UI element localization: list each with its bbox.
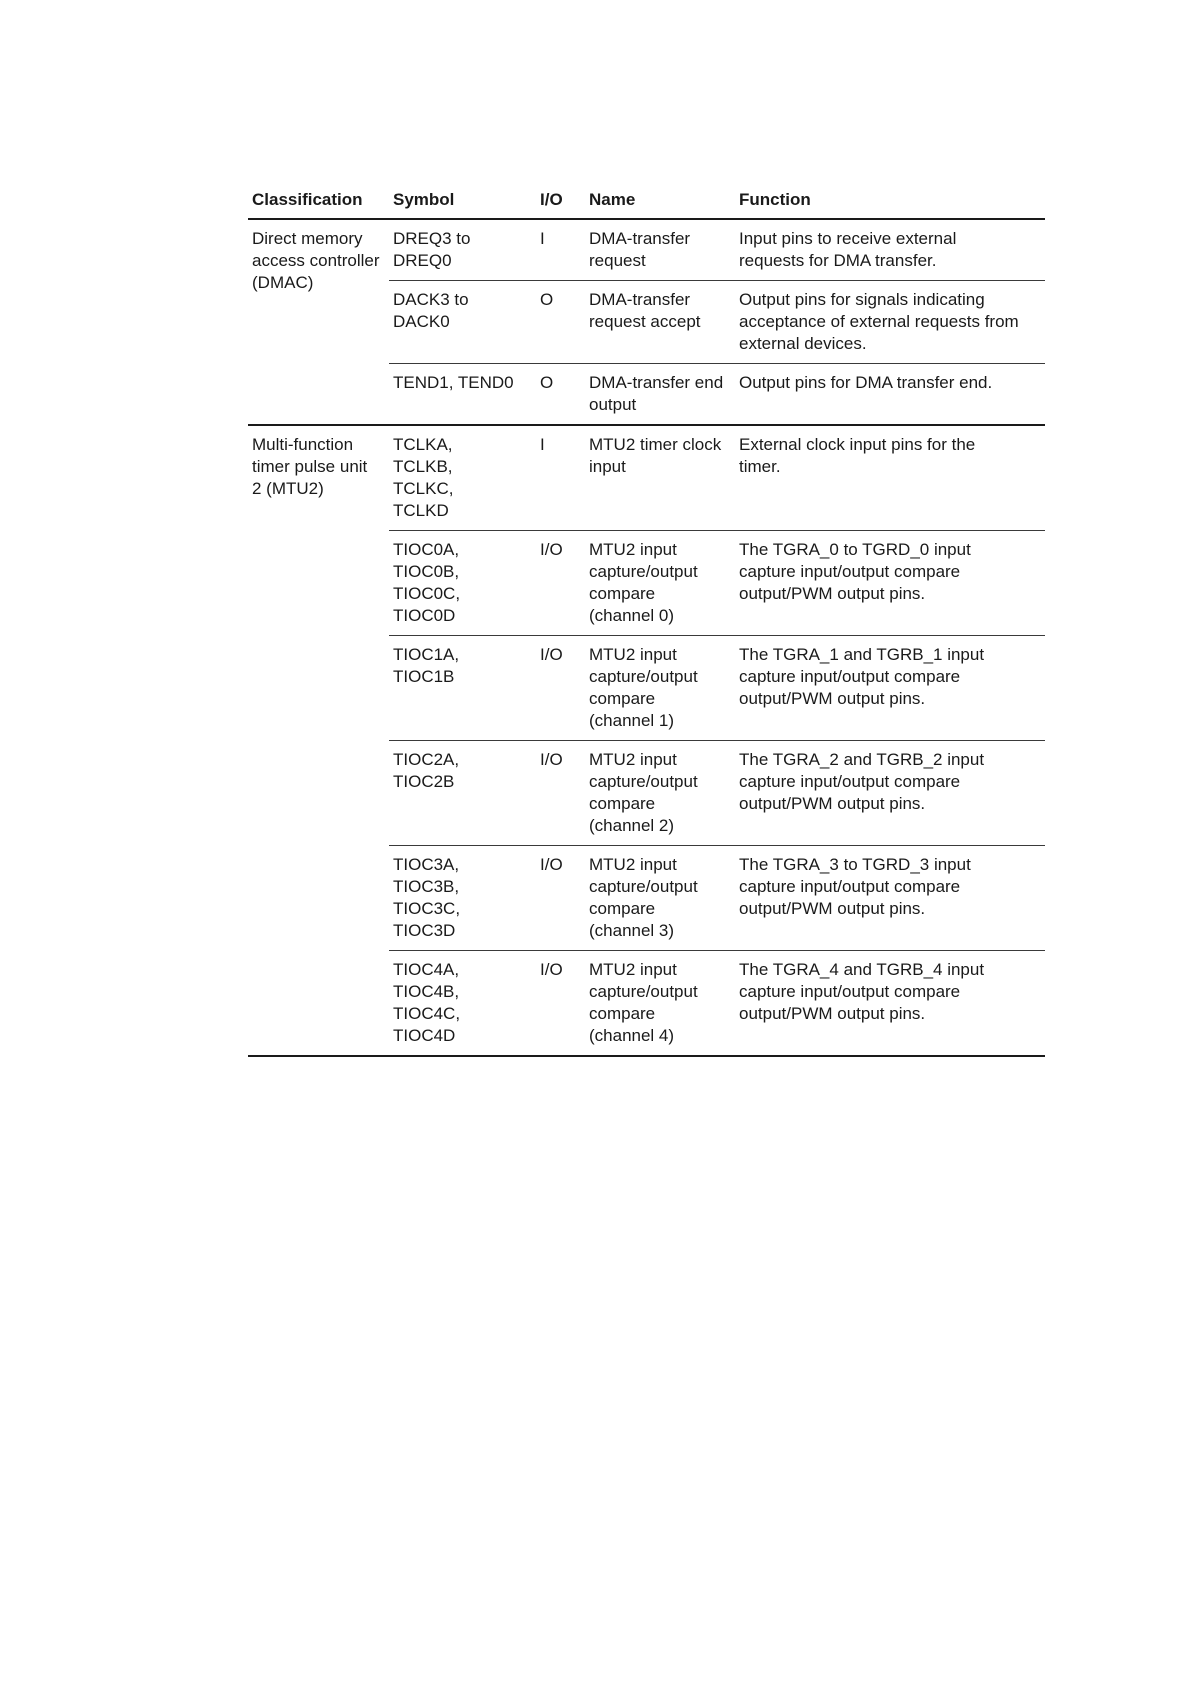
symbol-cell: TIOC4A, TIOC4B, TIOC4C, TIOC4D <box>389 951 536 1057</box>
io-cell: O <box>536 281 585 364</box>
name-cell: DMA-transfer end output <box>585 364 735 426</box>
header-function: Function <box>735 186 1045 219</box>
io-cell: O <box>536 364 585 426</box>
name-cell: DMA-transfer request accept <box>585 281 735 364</box>
function-cell: The TGRA_4 and TGRB_4 input capture input/output compare output/PWM output pins. <box>735 951 1045 1057</box>
symbol-cell: TIOC0A, TIOC0B, TIOC0C, TIOC0D <box>389 531 536 636</box>
io-cell: I/O <box>536 951 585 1057</box>
name-cell: MTU2 input capture/output compare (channel 0) <box>585 531 735 636</box>
name-cell: MTU2 timer clock input <box>585 425 735 531</box>
classification-cell: Multi-function timer pulse unit 2 (MTU2) <box>248 425 389 1056</box>
header-symbol: Symbol <box>389 186 536 219</box>
function-cell: The TGRA_2 and TGRB_2 input capture input/output compare output/PWM output pins. <box>735 741 1045 846</box>
symbol-cell: TIOC3A, TIOC3B, TIOC3C, TIOC3D <box>389 846 536 951</box>
function-cell: Output pins for DMA transfer end. <box>735 364 1045 426</box>
header-io: I/O <box>536 186 585 219</box>
pin-function-table <box>248 186 1045 1057</box>
symbol-cell: TIOC2A, TIOC2B <box>389 741 536 846</box>
io-cell: I/O <box>536 741 585 846</box>
io-cell: I <box>536 425 585 531</box>
name-cell: MTU2 input capture/output compare (channel 3) <box>585 846 735 951</box>
table-row <box>248 425 1045 531</box>
table-header <box>248 186 1045 219</box>
io-cell: I/O <box>536 636 585 741</box>
function-cell: The TGRA_1 and TGRB_1 input capture input/output compare output/PWM output pins. <box>735 636 1045 741</box>
function-cell: External clock input pins for the timer. <box>735 425 1045 531</box>
io-cell: I <box>536 219 585 281</box>
table-body <box>248 219 1045 1056</box>
name-cell: DMA-transfer request <box>585 219 735 281</box>
header-name: Name <box>585 186 735 219</box>
io-cell: I/O <box>536 531 585 636</box>
symbol-cell: TCLKA, TCLKB, TCLKC, TCLKD <box>389 425 536 531</box>
symbol-cell: DACK3 to DACK0 <box>389 281 536 364</box>
header-classification: Classification <box>248 186 389 219</box>
io-cell: I/O <box>536 846 585 951</box>
function-cell: The TGRA_0 to TGRD_0 input capture input/output compare output/PWM output pins. <box>735 531 1045 636</box>
symbol-cell: DREQ3 to DREQ0 <box>389 219 536 281</box>
classification-cell: Direct memory access controller (DMAC) <box>248 219 389 425</box>
name-cell: MTU2 input capture/output compare (channel 4) <box>585 951 735 1057</box>
symbol-cell: TEND1, TEND0 <box>389 364 536 426</box>
name-cell: MTU2 input capture/output compare (channel 2) <box>585 741 735 846</box>
table-row <box>248 219 1045 281</box>
function-cell: The TGRA_3 to TGRD_3 input capture input/output compare output/PWM output pins. <box>735 846 1045 951</box>
name-cell: MTU2 input capture/output compare (channel 1) <box>585 636 735 741</box>
function-cell: Input pins to receive external requests for DMA transfer. <box>735 219 1045 281</box>
header-row <box>248 186 1045 219</box>
function-cell: Output pins for signals indicating acceptance of external requests from external devices. <box>735 281 1045 364</box>
symbol-cell: TIOC1A, TIOC1B <box>389 636 536 741</box>
